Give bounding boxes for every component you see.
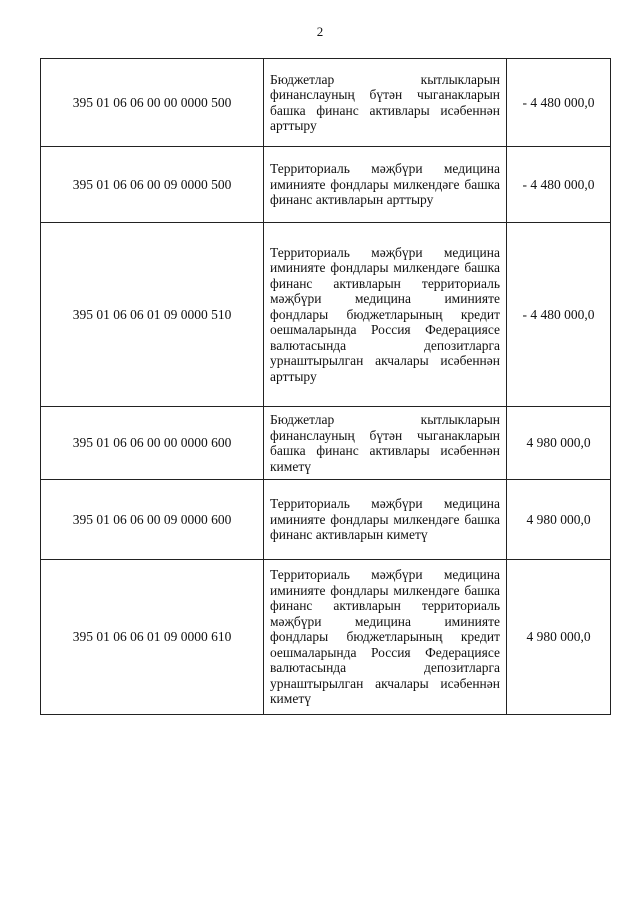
description-cell: Территориаль мәҗбүри медицина иминияте фондлары милкендәге башка финанс активларын арттыру: [264, 147, 507, 223]
page-number: 2: [316, 24, 324, 39]
budget-code-cell: 395 01 06 06 01 09 0000 510: [41, 223, 264, 407]
amount-cell: 4 980 000,0: [507, 407, 611, 480]
budget-code-cell: 395 01 06 06 00 00 0000 500: [41, 59, 264, 147]
description-cell: Бюджетлар кытлыкларын финанслауның бүтән чыганакларын башка финанс активлары исәбеннән киметү: [264, 407, 507, 480]
amount-cell: - 4 480 000,0: [507, 147, 611, 223]
table-row: [41, 147, 611, 223]
budget-sources-table: [40, 58, 611, 715]
description-cell: Бюджетлар кытлыкларын финанслауның бүтән чыганакларын башка финанс активлары исәбеннән арттыру: [264, 59, 507, 147]
table-row: [41, 407, 611, 480]
amount-cell: 4 980 000,0: [507, 480, 611, 560]
table-row: [41, 223, 611, 407]
table-row: [41, 560, 611, 715]
description-cell: Территориаль мәҗбүри медицина иминияте фондлары милкендәге башка финанс активларын киметү: [264, 480, 507, 560]
amount-cell: 4 980 000,0: [507, 560, 611, 715]
amount-cell: - 4 480 000,0: [507, 59, 611, 147]
budget-code-cell: 395 01 06 06 00 09 0000 600: [41, 480, 264, 560]
budget-code-cell: 395 01 06 06 00 00 0000 600: [41, 407, 264, 480]
budget-code-cell: 395 01 06 06 01 09 0000 610: [41, 560, 264, 715]
description-cell: Территориаль мәҗбүри медицина иминияте фондлары милкендәге башка финанс активларын территориаль мәҗбүри медицина иминияте фондлары бюджетларының кредит оешмаларында Россия Федерациясе валютасында депозитларга урнаштырылган акчалары исәбеннән арттыру: [264, 223, 507, 407]
table-row: [41, 480, 611, 560]
table-row: [41, 59, 611, 147]
description-cell: Территориаль мәҗбүри медицина иминияте фондлары милкендәге башка финанс активларын территориаль мәҗбүри медицина иминияте фондлары бюджетларының кредит оешмаларында Россия Федерациясе валютасында депозитларга урнаштырылган акчалары исәбеннән киметү: [264, 560, 507, 715]
budget-code-cell: 395 01 06 06 00 09 0000 500: [41, 147, 264, 223]
amount-cell: - 4 480 000,0: [507, 223, 611, 407]
